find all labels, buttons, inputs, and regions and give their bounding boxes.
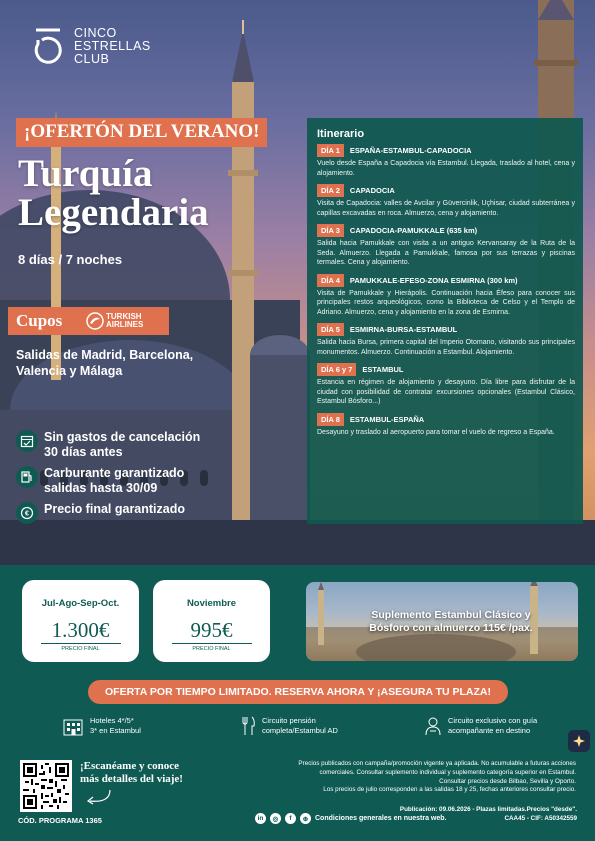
euro-badge-icon	[16, 502, 38, 524]
promo-label: ¡OFERTÓN DEL VERANO!	[16, 118, 267, 147]
feature-fuel	[16, 466, 184, 496]
brand-name	[74, 27, 151, 66]
airline-line-1: TURKISH	[106, 312, 142, 321]
company-cif: CAA45 - CIF: A50342559	[504, 815, 577, 822]
guide-icon	[424, 716, 442, 736]
departures: Salidas de Madrid, Barcelona, Valencia y Málaga	[16, 348, 194, 378]
program-code: CÓD. PROGRAMA 1365	[18, 816, 102, 825]
day-badge: DÍA 3	[317, 224, 344, 237]
supplement-text: Suplemento Estambul Clásico y Bósforo con almuerzo 115€ /pax.	[369, 609, 533, 634]
curved-arrow-icon	[80, 787, 120, 807]
airline-line-2: AIRLINES	[106, 320, 144, 329]
itinerary-day	[317, 363, 575, 407]
amenity-line-2: acompañante en destino	[448, 725, 531, 735]
day-badge: DÍA 4	[317, 274, 344, 287]
brand-line-1: CINCO	[74, 25, 117, 40]
trip-title-line-1: Turquía	[18, 152, 153, 195]
brand-line-3: CLUB	[74, 51, 110, 66]
cupos-badge	[8, 307, 169, 335]
amenity-line-1: Hoteles 4*/5*	[90, 716, 134, 725]
day-title: ESTAMBUL-ESPAÑA	[349, 414, 425, 424]
day-title: PAMUKKALE-EFESO-ZONA ESMIRNA (300 km)	[349, 275, 518, 285]
day-title: CAPADOCIA-PAMUKKALE (635 km)	[349, 226, 478, 235]
price-card-november	[153, 580, 270, 662]
itinerary-day	[317, 184, 575, 218]
day-badge: DÍA 2	[317, 184, 344, 197]
brand-line-2: ESTRELLAS	[74, 38, 151, 53]
feature-line-1: Carburante garantizado	[44, 466, 185, 480]
fuel-pump-icon	[16, 466, 38, 488]
day-text: Desayuno y traslado al aeropuerto para tomar el vuelo de regreso a España.	[317, 428, 555, 436]
hotel-icon	[62, 716, 84, 736]
feature-cancellation	[16, 430, 200, 460]
linkedin-icon[interactable]: in	[255, 813, 266, 824]
feature-final-price	[16, 502, 185, 524]
amenity-guide	[424, 716, 537, 736]
scan-line-2: más detalles del viaje!	[80, 772, 183, 785]
scan-line-1: ¡Escanéame y conoce	[80, 760, 179, 772]
turkish-airlines-icon	[86, 312, 104, 330]
day-text: Salida hacia Pamukkale con visita a un antiguo Kervansaray de la Ruta de la Seda. Almuerzo. Llegada a Pamukkale, famosa por sus terrazas y piscinas termales. Cena y alojamiento.	[317, 240, 575, 266]
trip-title-line-2: Legendaria	[18, 191, 209, 234]
itinerary-panel	[307, 118, 583, 524]
instagram-icon[interactable]: ◎	[270, 813, 281, 824]
price-amount: 995€	[190, 618, 233, 642]
itinerary-heading: Itinerario	[317, 128, 365, 140]
day-title: ESPAÑA-ESTAMBUL-CAPADOCIA	[349, 146, 472, 155]
legal-line-4: Los precios de julio corresponden a las salidas 18 y 25, fechas anteriores consultar precio.	[323, 786, 576, 794]
day-badge: DÍA 8	[317, 413, 344, 426]
feature-line-1: Precio final garantizado	[44, 502, 186, 516]
price-card-summer	[22, 580, 139, 662]
amenity-line-1: Circuito exclusivo con guía	[448, 716, 538, 725]
amenity-line-2: completa/Estambul AD	[262, 725, 338, 735]
feature-line-2: 30 días antes	[44, 445, 123, 459]
itinerary-day	[317, 323, 575, 357]
feature-line-1: Sin gastos de cancelación	[44, 430, 201, 444]
day-text: Salida hacia Bursa, primera capital del Imperio Otomano, visitando sus principales monumentos. Almuerzo. Continuación a Estambul. Alojamiento.	[317, 339, 575, 356]
day-badge: DÍA 6 y 7	[317, 363, 356, 376]
brand-logo	[32, 26, 151, 66]
footer-social	[255, 813, 446, 824]
legal-text	[210, 760, 576, 795]
offer-banner: OFERTA POR TIEMPO LIMITADO. RESERVA AHORA Y ¡ASEGURA TU PLAZA!	[88, 680, 508, 704]
amenity-line-2: 3* en Estambul	[90, 725, 141, 735]
facebook-icon[interactable]: f	[285, 813, 296, 824]
day-title: CAPADOCIA	[349, 186, 395, 195]
price-period: Noviembre	[186, 598, 237, 609]
day-text: Estancia en régimen de alojamiento y desayuno. Día libre para disfrutar de la ciudad con posibilidad de contratar excursiones opcionales (Estambul Clásico, Estambul Bósforo...)	[317, 379, 575, 405]
web-icon[interactable]: ⊕	[300, 813, 311, 824]
price-note: PRECIO FINAL	[192, 646, 231, 652]
day-title: ESTAMBUL	[362, 365, 404, 374]
amenity-hotels	[62, 716, 141, 736]
price-amount: 1.300€	[51, 618, 110, 642]
trip-duration: 8 días / 7 noches	[18, 252, 123, 267]
itinerary-day	[317, 144, 575, 178]
conditions-link[interactable]: Condiciones generales en nuestra web.	[315, 815, 447, 822]
day-text: Visita de Capadocia: valles de Avcilar y Güvercinlik, Uçhisar, ciudad subterránea y capillas excavadas en roca. Almuerzo, cena y alojamiento.	[317, 200, 575, 217]
cutlery-icon	[242, 716, 256, 736]
day-badge: DÍA 1	[317, 144, 344, 157]
feature-line-2: salidas hasta 30/09	[44, 481, 158, 495]
trip-title	[18, 154, 209, 232]
qr-code-icon	[23, 763, 69, 809]
day-title: ESMIRNA-BURSA-ESTAMBUL	[349, 325, 458, 334]
amenity-board	[242, 716, 338, 736]
itinerary-day	[317, 413, 575, 438]
legal-line-2: comerciales. Consultar suplemento individual y suplemento categoría superior en Estambul.	[319, 768, 576, 776]
brand-logo-icon	[32, 26, 66, 66]
day-text: Vuelo desde España a Capadocia vía Estambul. Llegada, traslado al hotel, cena y alojamiento.	[317, 160, 575, 177]
calendar-check-icon	[16, 430, 38, 452]
spark-icon[interactable]	[568, 730, 590, 752]
amenity-line-1: Circuito pensión	[262, 716, 316, 725]
price-divider	[172, 643, 252, 644]
qr-code[interactable]	[20, 760, 72, 812]
airline-logo	[86, 312, 143, 330]
legal-line-1: Precios publicados con campaña/promoción vigente ya aplicada. No acumulable a futuras acciones	[298, 760, 576, 767]
day-text: Visita de Pamukkale y Hierápolis. Continuación hacia Éfeso para conocer sus principales restos arqueológicos, como la Biblioteca de Celso y el Templo de Adriano. Almuerzo, cena y alojamiento en la zona de Esmirna.	[317, 289, 575, 316]
legal-line-3: Consultar precios desde Bilbao, Sevilla y Oporto.	[439, 777, 576, 785]
scan-prompt	[80, 760, 183, 811]
price-note: PRECIO FINAL	[61, 646, 100, 652]
svg-text:€: €	[25, 510, 29, 518]
price-period: Jul-Ago-Sep-Oct.	[41, 598, 120, 609]
price-divider	[41, 643, 121, 644]
day-badge: DÍA 5	[317, 323, 344, 336]
itinerary-day	[317, 224, 575, 268]
publication-info: Publicación: 09.06.2026 - Plazas limitadas.Precios "desde".	[399, 806, 577, 813]
cupos-label: Cupos	[16, 311, 63, 330]
itinerary-day	[317, 274, 575, 318]
supplement-card	[306, 582, 578, 661]
